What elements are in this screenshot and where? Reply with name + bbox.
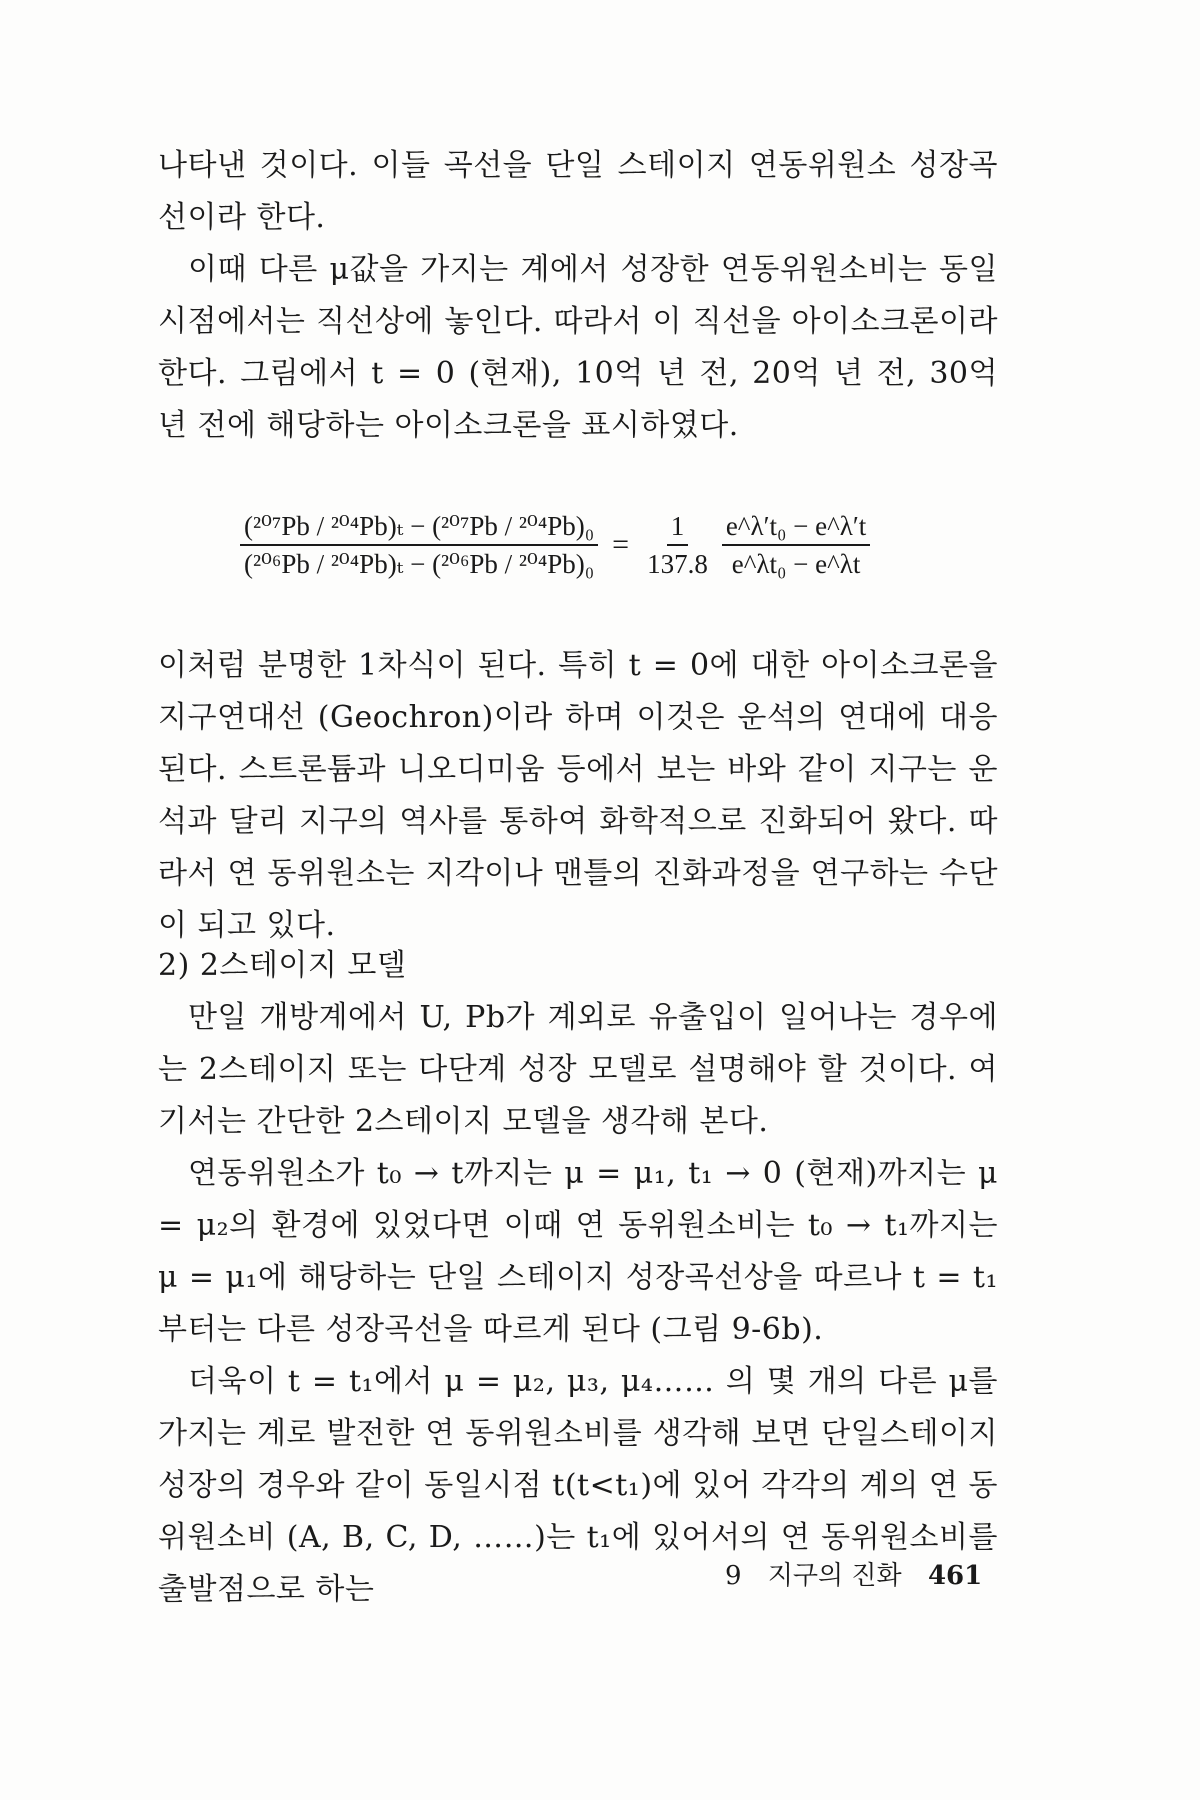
section-heading: 2) 2스테이지 모델: [158, 948, 407, 983]
constant-numerator: 1: [667, 508, 689, 546]
equals-sign: =: [612, 528, 630, 561]
exponential-numerator: e^λ′t₀ − e^λ′t: [722, 508, 870, 546]
chapter-title: 지구의 진화: [767, 1561, 902, 1591]
text-block-bottom: [158, 940, 998, 1616]
text-block-top: [158, 140, 998, 452]
lead-ratio-fraction: [240, 508, 598, 582]
page-footer: [725, 1555, 982, 1592]
paragraph-6: 더욱이 t = t₁에서 μ = μ₂, μ₃, μ₄…… 의 몇 개의 다른 μ를 가지는 계로 발전한 연 동위원소비를 생각해 보면 단일스테이지 성장의 경우와 같이 동일시점 t(t<t₁)에 있어 각각의 계의 연 동위원소비 (A, B, C, D, ……)는 t₁에 있어서의 연 동위원소비를 출발점으로 하는: [158, 1364, 998, 1607]
isochron-equation: [240, 505, 960, 585]
paragraph-3: 이처럼 분명한 1차식이 된다. 특히 t = 0에 대한 아이소크론을 지구연대선 (Geochron)이라 하며 이것은 운석의 연대에 대응된다. 스트론튬과 니오디미움 등에서 보는 바와 같이 지구는 운석과 달리 지구의 역사를 통하여 화학적으로 진화되어 왔다. 따라서 연 동위원소는 지각이나 맨틀의 진화과정을 연구하는 수단이 되고 있다.: [158, 648, 998, 943]
paragraph-2: 이때 다른 μ값을 가지는 계에서 성장한 연동위원소비는 동일 시점에서는 직선상에 놓인다. 따라서 이 직선을 아이소크론이라 한다. 그림에서 t = 0 (현재), 10억 년 전, 20억 년 전, 30억 년 전에 해당하는 아이소크론을 표시하였다.: [158, 252, 998, 443]
paragraph-1: 나타낸 것이다. 이들 곡선을 단일 스테이지 연동위원소 성장곡선이라 한다.: [158, 148, 998, 235]
constant-fraction: [643, 508, 712, 582]
exponential-fraction: [722, 508, 870, 582]
lead-ratio-numerator: (²⁰⁷Pb / ²⁰⁴Pb)ₜ − (²⁰⁷Pb / ²⁰⁴Pb)₀: [240, 508, 598, 546]
exponential-denominator: e^λt₀ − e^λt: [731, 549, 861, 579]
paragraph-5: 연동위원소가 t₀ → t까지는 μ = μ₁, t₁ → 0 (현재)까지는 μ = μ₂의 환경에 있었다면 이때 연 동위원소비는 t₀ → t₁까지는 μ = μ₁에 해당하는 단일 스테이지 성장곡선상을 따르나 t = t₁부터는 다른 성장곡선을 따르게 된다 (그림 9-6b).: [158, 1156, 998, 1347]
paragraph-4: 만일 개방계에서 U, Pb가 계외로 유출입이 일어나는 경우에는 2스테이지 또는 다단계 성장 모델로 설명해야 할 것이다. 여기서는 간단한 2스테이지 모델을 생각해 본다.: [158, 1000, 998, 1139]
lead-ratio-denominator: (²⁰⁶Pb / ²⁰⁴Pb)ₜ − (²⁰⁶Pb / ²⁰⁴Pb)₀: [244, 549, 595, 579]
chapter-number: 9: [725, 1561, 742, 1591]
text-block-middle: [158, 640, 998, 952]
constant-denominator: 137.8: [647, 549, 708, 579]
page-number: 461: [927, 1561, 983, 1591]
